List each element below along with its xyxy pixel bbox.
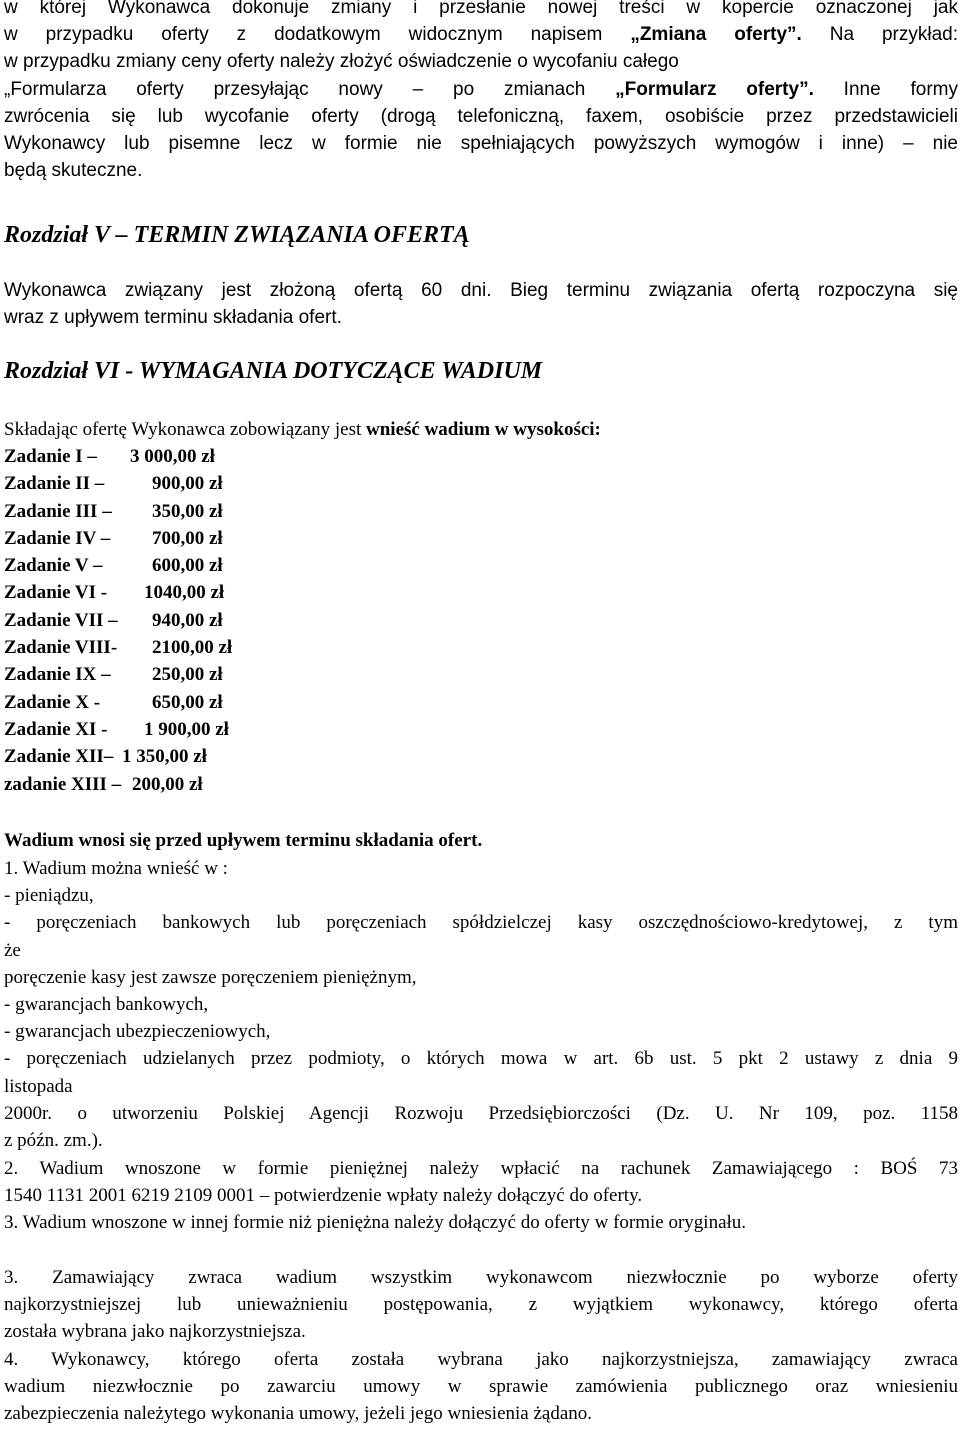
- zadanie-row: [4, 498, 232, 525]
- zadanie-row: [4, 525, 232, 552]
- intro-line-2: [4, 21, 958, 48]
- wadium-deadline: [4, 827, 482, 854]
- chapter-6-heading: Rozdział VI - WYMAGANIA DOTYCZĄCE WADIUM: [4, 358, 543, 384]
- wadium-form-line: - gwarancjach bankowych,: [4, 994, 209, 1016]
- point-3b-line-1: 3. Zamawiający zwraca wadium wszystkim wykonawcom niezwłocznie po wyborze oferty: [4, 1267, 958, 1288]
- zadanie-label: Zadanie VIII-: [4, 637, 118, 659]
- intro-paragraph: [4, 0, 958, 184]
- zadanie-amount: 1040,00 zł: [144, 582, 225, 604]
- wadium-form-line: - poręczeniach bankowych lub poręczeniach spółdzielczej kasy oszczędnościowo-kredytowej, z tym: [4, 912, 958, 934]
- chapter-5-line-1: Wykonawca związany jest złożoną ofertą 60 dni. Bieg terminu związania ofertą rozpoczyna się: [4, 280, 958, 301]
- zadanie-row: [4, 743, 232, 770]
- intro-line-1: w której Wykonawca dokonuje zmiany i przesłanie nowej treści w kopercie oznaczonej jak: [4, 0, 958, 18]
- point-2: [4, 1155, 958, 1237]
- intro-line-3: w przypadku zmiany ceny oferty należy złożyć oświadczenie o wycofaniu całego: [4, 51, 679, 73]
- wadium-form-line: - poręczeniach udzielanych przez podmioty, o których mowa w art. 6b ust. 5 pkt 2 ustawy z dnia 9: [4, 1048, 958, 1070]
- zadanie-label: Zadanie I –: [4, 446, 97, 467]
- wadium-lead-bold: wnieść wadium w wysokości:: [366, 419, 601, 440]
- chapter-5-body: [4, 277, 958, 331]
- point-2-line-1: 2. Wadium wnoszone w formie pieniężnej należy wpłacić na rachunek Zamawiającego : BOŚ 73: [4, 1158, 958, 1179]
- zadanie-label: Zadanie III –: [4, 500, 112, 522]
- zadanie-row: [4, 552, 232, 579]
- intro-line-2-tail: Na przykład:: [801, 24, 958, 46]
- zadanie-row: [4, 470, 232, 497]
- chapter-6-lead: [4, 416, 958, 443]
- zadanie-amount: 3 000,00 zł: [130, 446, 215, 467]
- zadanie-amount: 940,00 zł: [152, 609, 223, 631]
- zadanie-label: Zadanie XII–: [4, 746, 114, 768]
- intro-line-5: zwrócenia się lub wycofanie oferty (drogą telefoniczną, faxem, osobiście przez przedstawicieli: [4, 105, 958, 127]
- wadium-form-line: z późn. zm.).: [4, 1130, 103, 1152]
- intro-line-7: będą skuteczne.: [4, 160, 143, 182]
- wadium-form-line: - gwarancjach ubezpieczeniowych,: [4, 1021, 271, 1043]
- zadanie-label: Zadanie V –: [4, 555, 103, 577]
- zadanie-row: [4, 607, 232, 634]
- wadium-forms-list: [4, 855, 958, 1154]
- zadanie-row: [4, 716, 232, 743]
- zadanie-label: Zadanie XI -: [4, 718, 108, 740]
- wadium-lead-text: Składając ofertę Wykonawca zobowiązany jest: [4, 419, 366, 440]
- chapter-5-line-2: wraz z upływem terminu składania ofert.: [4, 307, 342, 329]
- zadanie-label: zadanie XIII –: [4, 773, 122, 795]
- zadanie-label: Zadanie IV –: [4, 527, 111, 549]
- point-3b-line-3: została wybrana jako najkorzystniejsza.: [4, 1321, 306, 1343]
- zadanie-amount: 200,00 zł: [132, 773, 203, 795]
- wadium-form-line: - pieniądzu,: [4, 885, 94, 907]
- zadania-list: [4, 443, 232, 798]
- zadanie-label: Zadanie VII –: [4, 609, 118, 631]
- zadanie-label: Zadanie IX –: [4, 664, 111, 686]
- zadanie-amount: 250,00 zł: [152, 664, 223, 686]
- zadanie-label: Zadanie X -: [4, 691, 101, 713]
- zadanie-amount: 350,00 zł: [152, 500, 223, 522]
- wadium-form-line: 1. Wadium można wnieść w :: [4, 858, 228, 879]
- intro-line-4-text: „Formularza oferty przesyłając nowy – po zmianach: [4, 78, 616, 100]
- zadanie-label: Zadanie VI -: [4, 582, 108, 604]
- point-3a-line: 3. Wadium wnoszone w innej formie niż pieniężna należy dołączyć do oferty w formie oryginału.: [4, 1212, 747, 1234]
- zadanie-row: [4, 771, 232, 798]
- zadanie-amount: 900,00 zł: [152, 473, 223, 495]
- zadanie-amount: 650,00 zł: [152, 691, 223, 713]
- intro-line-2-text: w przypadku oferty z dodatkowym widocznym napisem: [4, 24, 631, 46]
- zadanie-row: [4, 579, 232, 606]
- point-3b: [4, 1264, 958, 1427]
- zadanie-amount: 2100,00 zł: [152, 637, 233, 659]
- wadium-form-line: poręczenie kasy jest zawsze poręczeniem pieniężnym,: [4, 966, 417, 988]
- wadium-form-line: listopada: [4, 1075, 73, 1097]
- zadanie-row: [4, 443, 232, 470]
- intro-line-6: Wykonawcy lub pisemne lecz w formie nie spełniających powyższych wymogów i inne) – nie: [4, 133, 958, 155]
- point-4-line-3: zabezpieczenia należytego wykonania umowy, jeżeli jego wniesienia żądano.: [4, 1403, 593, 1425]
- chapter-5-heading: Rozdział V – TERMIN ZWIĄZANIA OFERTĄ: [4, 222, 470, 248]
- point-4-line-1: 4. Wykonawcy, którego oferta została wybrana jako najkorzystniejsza, zamawiający zwraca: [4, 1348, 958, 1370]
- zadanie-amount: 700,00 zł: [152, 527, 223, 549]
- wadium-form-line: 2000r. o utworzeniu Polskiej Agencji Rozwoju Przedsiębiorczości (Dz. U. Nr 109, poz. 1158: [4, 1102, 958, 1124]
- zadanie-label: Zadanie II –: [4, 473, 105, 495]
- formularz-oferty-bold: „Formularz oferty”.: [615, 78, 814, 100]
- intro-line-4-tail: Inne formy: [813, 78, 958, 100]
- zadanie-amount: 1 900,00 zł: [144, 718, 229, 740]
- zadanie-amount: 1 350,00 zł: [122, 746, 207, 768]
- point-3b-line-2: najkorzystniejszej lub unieważnieniu postępowania, z wyjątkiem wykonawcy, którego oferta: [4, 1294, 958, 1316]
- zmiana-oferty-bold: „Zmiana oferty”.: [630, 24, 802, 46]
- point-4-line-2: wadium niezwłocznie po zawarciu umowy w sprawie zamówienia publicznego oraz wniesieniu: [4, 1375, 958, 1397]
- point-2-line-2: 1540 1131 2001 6219 2109 0001 – potwierdzenie wpłaty należy dołączyć do oferty.: [4, 1185, 643, 1207]
- wadium-deadline-text: Wadium wnosi się przed upływem terminu składania ofert.: [4, 830, 483, 851]
- zadanie-amount: 600,00 zł: [152, 555, 223, 577]
- wadium-lead-line: [4, 416, 958, 443]
- intro-line-4: [4, 76, 958, 103]
- zadanie-row: [4, 634, 232, 661]
- wadium-form-line: że: [4, 939, 21, 961]
- zadanie-row: [4, 661, 232, 688]
- zadanie-row: [4, 689, 232, 716]
